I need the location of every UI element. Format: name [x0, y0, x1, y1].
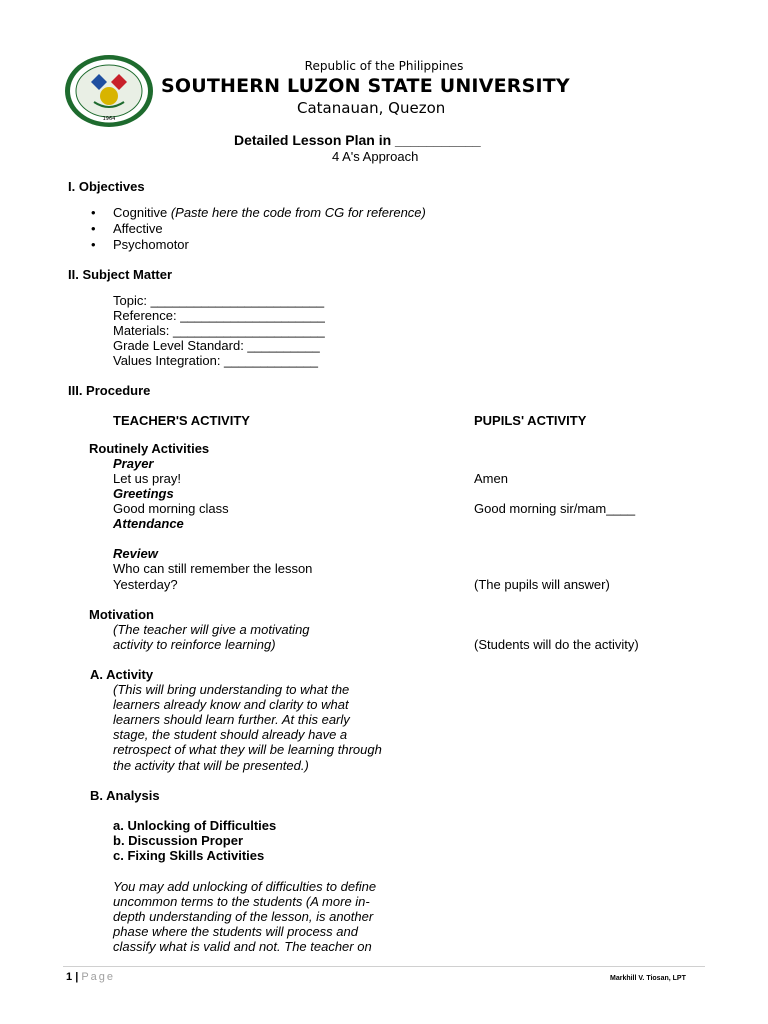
- page-footer: [66, 971, 115, 983]
- activity-heading: A. Activity: [90, 667, 154, 682]
- activity-line: (This will bring understanding to what the: [113, 682, 350, 697]
- attendance-heading: Attendance: [113, 516, 184, 531]
- field-grade-level-standard: Grade Level Standard: __________: [113, 338, 320, 353]
- objective-label: Cognitive: [113, 205, 171, 220]
- activity-line: retrospect of what they will be learning through: [113, 742, 382, 757]
- motivation-heading: Motivation: [89, 607, 154, 622]
- field-materials: Materials: _____________________: [113, 323, 325, 338]
- footer-divider: [63, 966, 705, 967]
- analysis-heading: B. Analysis: [90, 788, 160, 803]
- objective-affective: Affective: [113, 221, 163, 236]
- objective-cognitive: [113, 205, 426, 220]
- campus-line: Catanauan, Quezon: [297, 99, 446, 117]
- page-separator: |: [75, 971, 79, 983]
- field-topic: Topic: ________________________: [113, 293, 325, 308]
- university-name: SOUTHERN LUZON STATE UNIVERSITY: [161, 75, 570, 97]
- analysis-line: classify what is valid and not. The teacher on: [113, 939, 372, 954]
- page-word: Page: [81, 971, 116, 983]
- lesson-plan-subtitle: 4 A's Approach: [332, 149, 419, 164]
- review-reply: (The pupils will answer): [474, 577, 610, 592]
- field-values-integration: Values Integration: _____________: [113, 353, 319, 368]
- analysis-item: a. Unlocking of Difficulties: [113, 818, 277, 833]
- motivation-line-2: activity to reinforce learning): [113, 637, 276, 652]
- review-heading: Review: [113, 546, 158, 561]
- analysis-line: You may add unlocking of difficulties to define: [113, 879, 377, 894]
- bullet-icon: •: [91, 221, 96, 236]
- analysis-line: depth understanding of the lesson, is another: [113, 909, 374, 924]
- routinely-activities-heading: Routinely Activities: [89, 441, 210, 456]
- review-line-2: Yesterday?: [113, 577, 178, 592]
- analysis-item: b. Discussion Proper: [113, 833, 244, 848]
- activity-line: learners should learn further. At this early: [113, 712, 350, 727]
- column-header-teacher: TEACHER'S ACTIVITY: [113, 413, 250, 428]
- author-credit: Markhill V. Tiosan, LPT: [610, 975, 686, 982]
- activity-line: learners already know and clarity to what: [113, 697, 349, 712]
- objectives-heading: I. Objectives: [68, 179, 145, 194]
- procedure-heading: III. Procedure: [68, 383, 151, 398]
- page-number: 1: [66, 971, 73, 983]
- objective-psychomotor: Psychomotor: [113, 237, 189, 252]
- activity-line: stage, the student should already have a: [113, 727, 348, 742]
- analysis-line: uncommon terms to the students (A more in-: [113, 894, 370, 909]
- activity-line: the activity that will be presented.): [113, 758, 309, 773]
- objective-note: (Paste here the code from CG for reference): [170, 205, 426, 220]
- analysis-line: phase where the students will process and: [113, 924, 358, 939]
- field-reference: Reference: ____________________: [113, 308, 325, 323]
- motivation-reply: (Students will do the activity): [474, 637, 639, 652]
- bullet-icon: •: [91, 237, 96, 252]
- lesson-plan-title: Detailed Lesson Plan in ___________: [234, 132, 481, 148]
- greetings-heading: Greetings: [113, 486, 174, 501]
- column-header-pupils: PUPILS' ACTIVITY: [474, 413, 587, 428]
- republic-line: Republic of the Philippines: [304, 59, 464, 73]
- prayer-text: Let us pray!: [113, 471, 181, 486]
- review-line-1: Who can still remember the lesson: [113, 561, 313, 576]
- greetings-reply: Good morning sir/mam____: [474, 501, 636, 516]
- analysis-item: c. Fixing Skills Activities: [113, 848, 265, 863]
- seal-year: 1964: [102, 116, 116, 122]
- prayer-heading: Prayer: [113, 456, 154, 471]
- greetings-text: Good morning class: [113, 501, 229, 516]
- motivation-line-1: (The teacher will give a motivating: [113, 622, 310, 637]
- bullet-icon: •: [91, 205, 96, 220]
- subject-matter-heading: II. Subject Matter: [68, 267, 173, 282]
- prayer-reply: Amen: [474, 471, 508, 486]
